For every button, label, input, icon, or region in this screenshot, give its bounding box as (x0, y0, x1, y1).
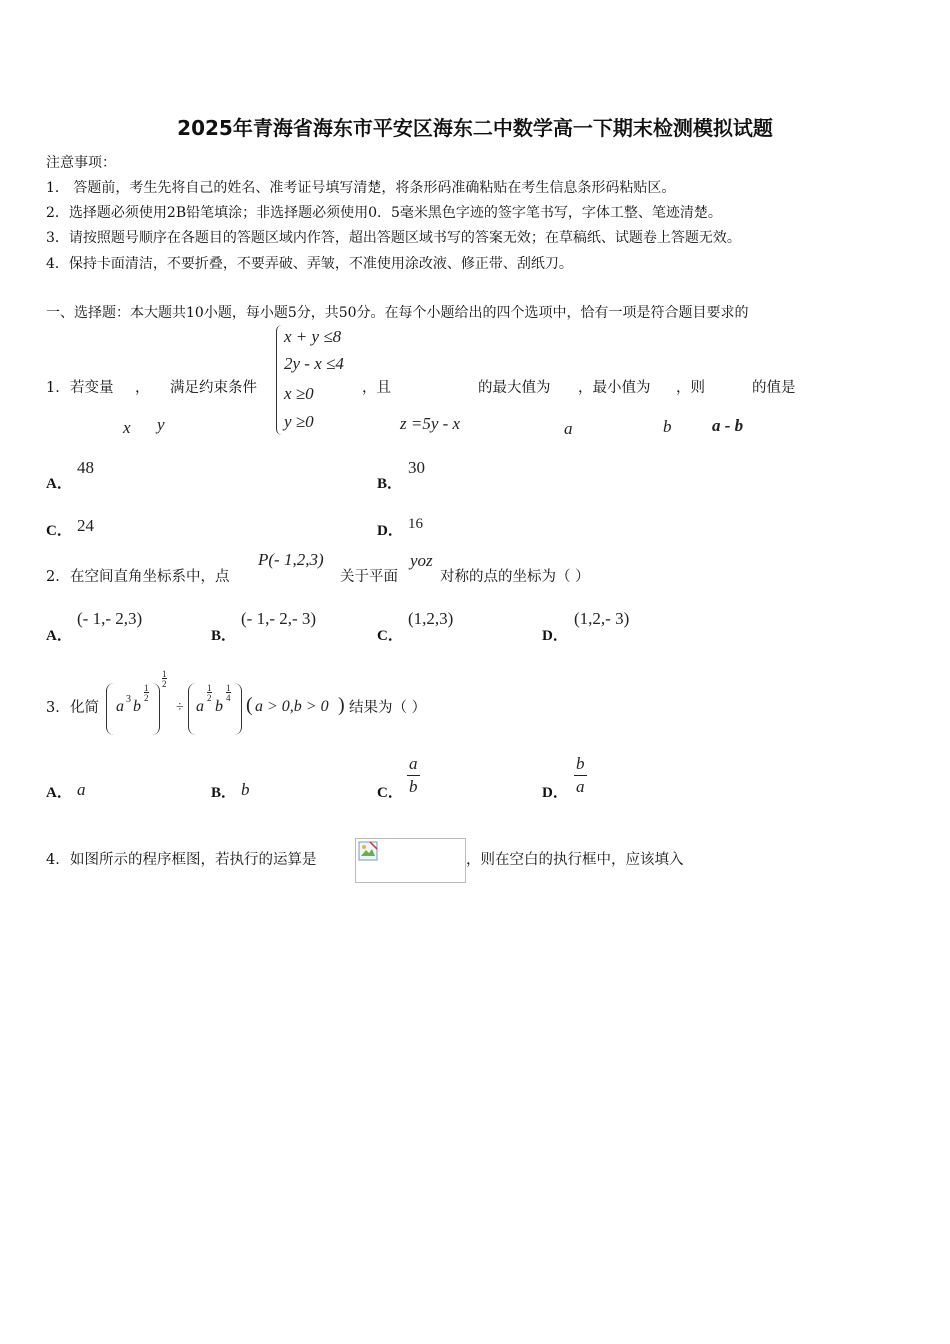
note-item: 3．请按照题号顺序在各题目的答题区域内作答，超出答题区域书写的答案无效；在草稿纸、试题卷上答题无效。 (46, 230, 741, 246)
q3-base-b: b (133, 698, 141, 715)
q1-objective: z =5y - x (400, 414, 461, 433)
q3-exp-a2-den: 2 (207, 693, 212, 703)
notes-heading: 注意事项： (46, 155, 116, 171)
q2-point: P(- 1,2,3) (258, 550, 324, 569)
section-heading: 一、选择题：本大题共10小题，每小题5分，共50分。在每个小题给出的四个选项中，恰有一项是符合题目要求的 (46, 305, 749, 321)
q1-number: 1． (46, 380, 70, 396)
q1-constraint-1: x + y ≤8 (284, 327, 342, 346)
q1-option-value: 16 (408, 516, 423, 532)
q1-constraint-brace (276, 325, 283, 435)
q1-text-1: 若变量 (70, 380, 114, 396)
q1-text-4: ，且 (362, 380, 391, 396)
q3-outer-exp-den: 2 (162, 679, 167, 689)
q2-text-2: 关于平面 (340, 569, 398, 585)
q3-text-1: 化简 (70, 700, 99, 716)
q1-text-3: 满足约束条件 (170, 380, 257, 396)
q2-option-value: (1,2,- 3) (574, 609, 630, 628)
q1-text-8: 的值是 (752, 380, 796, 396)
q2-option-label: A． (46, 628, 72, 644)
q1-text-5: 的最大值为 (478, 380, 551, 396)
q1-expression: a - b (712, 416, 744, 435)
note-item: 2．选择题必须使用2B铅笔填涂；非选择题必须使用0．5毫米黑色字迹的签字笔书写，字体工整、笔迹清楚。 (46, 205, 722, 221)
q1-var-b: b (663, 417, 672, 436)
q3-exp-b2 (226, 683, 231, 703)
q1-option-value: 48 (77, 458, 94, 477)
q1-option-value: 30 (408, 458, 425, 477)
q1-option-label: D． (377, 523, 403, 539)
broken-image-icon (358, 841, 378, 861)
q3-option-label: C． (377, 785, 403, 801)
q2-plane: yoz (410, 551, 433, 570)
q3-divide: ÷ (176, 700, 184, 715)
q3-option-fraction (407, 753, 420, 798)
q3-option-label: A． (46, 785, 72, 801)
fraction-denominator: a (576, 777, 585, 796)
q2-text-3: 对称的点的坐标为（ ） (440, 569, 590, 585)
q2-option-value: (1,2,3) (408, 609, 454, 628)
q4-number: 4． (46, 852, 70, 868)
fraction-denominator: b (409, 777, 418, 796)
fraction-numerator: b (574, 753, 587, 776)
q2-option-label: D． (542, 628, 568, 644)
q2-text-1: 在空间直角坐标系中，点 (70, 569, 230, 585)
q1-text-7: ，则 (676, 380, 705, 396)
q4-text-2: ，则在空白的执行框中，应该填入 (466, 852, 684, 868)
q1-option-label: A． (46, 476, 72, 492)
q1-constraint-4: y ≥0 (284, 412, 314, 431)
page-title: 2025年青海省海东市平安区海东二中数学高一下期末检测模拟试题 (177, 116, 773, 140)
q3-option-label: B． (211, 785, 237, 801)
q2-option-value: (- 1,- 2,- 3) (241, 609, 317, 628)
q3-exp-half-num: 1 (144, 683, 149, 693)
q3-text-2: 结果为（ ） (349, 700, 427, 716)
q3-cond-open: ( (246, 694, 253, 716)
q1-option-value: 24 (77, 516, 94, 535)
q3-cond-close: ) (338, 694, 345, 716)
note-item: 1． 答题前，考生先将自己的姓名、准考证号填写清楚，将条形码准确粘贴在考生信息条形码粘贴区。 (46, 180, 676, 196)
broken-image-placeholder (355, 838, 466, 883)
q1-option-label: B． (377, 476, 403, 492)
q2-option-label: C． (377, 628, 403, 644)
q3-outer-exp-num: 1 (162, 669, 167, 679)
q2-option-label: B． (211, 628, 237, 644)
q2-number: 2． (46, 569, 70, 585)
q1-var-x: x (123, 418, 131, 437)
q3-outer-exp (162, 669, 167, 689)
q3-exp-a2 (207, 683, 212, 703)
q3-exp-b2-den: 4 (226, 693, 231, 703)
q3-exp-half-den: 2 (144, 693, 149, 703)
fraction-numerator: a (407, 753, 420, 776)
q3-exp-3: 3 (126, 694, 131, 705)
q3-number: 3． (46, 700, 70, 716)
q3-exp-half (144, 683, 149, 703)
q1-option-label: C． (46, 523, 72, 539)
q2-option-value: (- 1,- 2,3) (77, 609, 143, 628)
q3-base-b2: b (215, 698, 223, 715)
q3-exp-b2-num: 1 (226, 683, 231, 693)
q4-text-1: 如图所示的程序框图，若执行的运算是 (70, 852, 317, 868)
q3-option-value: b (241, 780, 250, 799)
note-item: 4．保持卡面清洁，不要折叠，不要弄破、弄皱，不准使用涂改液、修正带、刮纸刀。 (46, 256, 573, 272)
q1-constraint-2: 2y - x ≤4 (284, 354, 344, 373)
q3-base-a2: a (196, 698, 204, 715)
q3-option-fraction (574, 753, 587, 798)
q3-option-label: D． (542, 785, 568, 801)
q3-option-value: a (77, 780, 86, 799)
q3-base-a: a (116, 698, 124, 715)
q1-var-a: a (564, 419, 573, 438)
q1-text-6: ，最小值为 (578, 380, 651, 396)
q3-exp-a2-num: 1 (207, 683, 212, 693)
q1-text-2: ， (135, 380, 150, 396)
q3-condition: a > 0,b > 0 (255, 698, 329, 715)
q1-var-y: y (157, 415, 165, 434)
q1-constraint-3: x ≥0 (284, 384, 314, 403)
